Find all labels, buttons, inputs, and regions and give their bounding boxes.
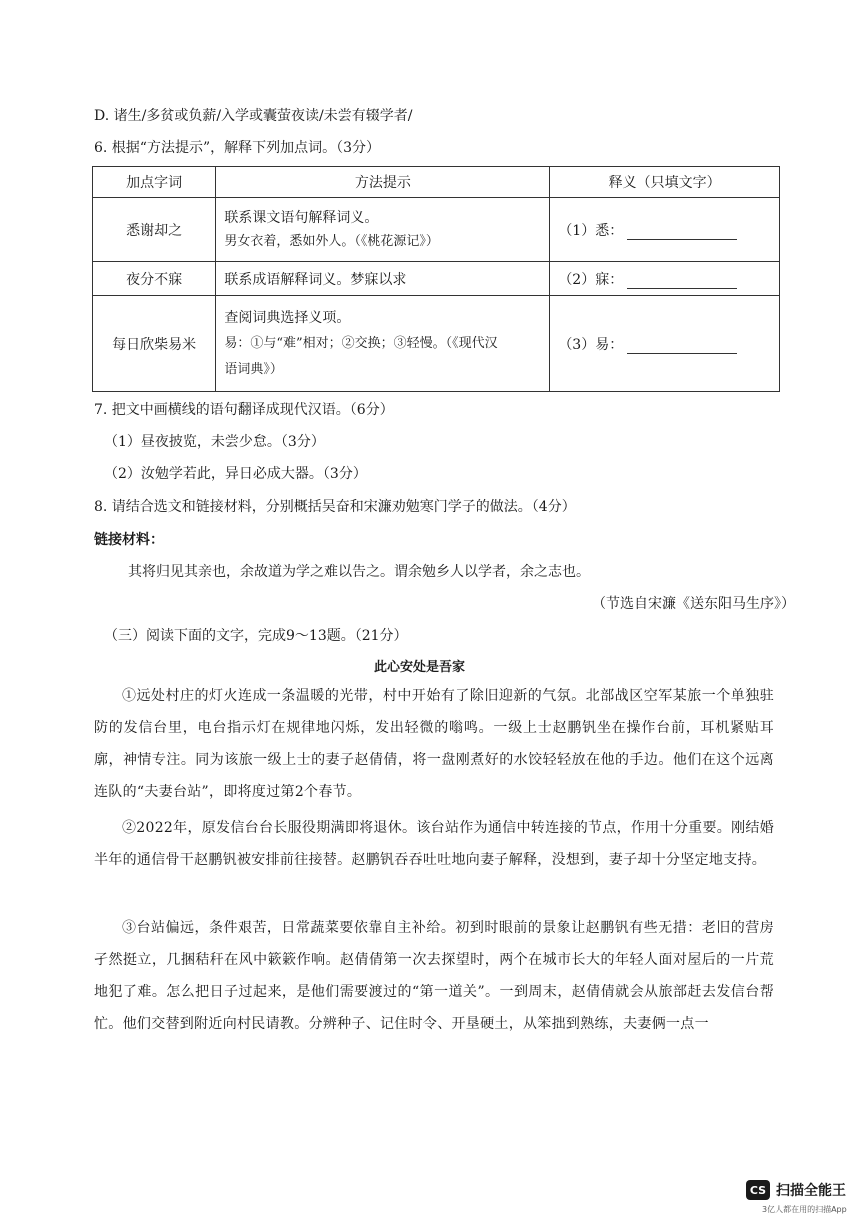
- row-answer: [550, 296, 780, 392]
- question-7: 7. 把文中画横线的语句翻译成现代汉语。（6分）: [94, 402, 394, 418]
- method-line: 联系课文语句解释词义。: [224, 209, 379, 226]
- answer-label: （1）悉：: [558, 222, 624, 239]
- row-word: 悉谢却之: [93, 198, 216, 262]
- answer-label: （3）易：: [558, 336, 624, 353]
- header-word: 加点字词: [93, 167, 216, 198]
- article-paragraph: ②2022年，原发信台台长服役期满即将退休。该台站作为通信中转连接的节点，作用十分重要。刚结婚半年的通信骨干赵鹏钒被安排前往接替。赵鹏钒吞吞吐吐地向妻子解释，没想到，妻子却十分坚定地支持。: [94, 820, 774, 868]
- question-8: 8. 请结合选文和链接材料，分别概括吴奋和宋濂劝勉寒门学子的做法。（4分）: [94, 499, 576, 515]
- link-source: （节选自宋濂《送东阳马生序》）: [592, 596, 795, 612]
- header-meaning: 释义（只填文字）: [550, 167, 780, 198]
- row-method: [216, 296, 550, 392]
- article-paragraph: ①远处村庄的灯火连成一条温暖的光带，村中开始有了除旧迎新的气氛。北部战区空军某旅一个单独驻防的发信台里，电台指示灯在规律地闪烁，发出轻微的嗡鸣。一级上士赵鹏钒坐在操作台前，耳机紧贴耳廓，神情专注。同为该旅一级上士的妻子赵倩倩，将一盘刚煮好的水饺轻轻放在他的手边。他们在这个远离连队的“夫妻台站”，即将度过第2个春节。: [94, 688, 774, 800]
- answer-blank[interactable]: [627, 225, 737, 240]
- method-line: 查阅词典选择义项。: [224, 309, 351, 326]
- method-line: 语词典》）: [224, 361, 283, 377]
- article-title: 此心安处是吾家: [374, 660, 466, 675]
- header-method: 方法提示: [216, 167, 550, 198]
- row-answer: [550, 198, 780, 262]
- table-row: [93, 296, 780, 392]
- method-line: 易：①与“难”相对；②交换；③轻慢。（《现代汉: [224, 335, 498, 351]
- method-table: [92, 166, 780, 392]
- method-line: 男女衣着，悉如外人。（《桃花源记》）: [224, 233, 439, 249]
- answer-blank[interactable]: [627, 339, 737, 354]
- row-method: 联系成语解释词义。梦寐以求: [216, 262, 550, 296]
- answer-label: （2）寐：: [558, 271, 624, 288]
- question-6: 6. 根据“方法提示”，解释下列加点词。（3分）: [94, 140, 381, 156]
- link-text: 其将归见其亲也，余故道为学之难以告之。谓余勉乡人以学者，余之志也。: [128, 564, 590, 580]
- scanner-watermark: [746, 1180, 847, 1214]
- question-7-1: （1）昼夜披览，未尝少怠。（3分）: [104, 434, 325, 450]
- answer-blank[interactable]: [627, 274, 737, 289]
- table-header-row: [93, 167, 780, 198]
- table-row: [93, 198, 780, 262]
- option-d: D. 诸生/多贫或负薪/入学或囊萤夜读/未尝有辍学者/: [94, 108, 413, 124]
- article-paragraph: ③台站偏远，条件艰苦，日常蔬菜要依靠自主补给。初到时眼前的景象让赵鹏钒有些无措：老旧的营房孑然挺立，几捆秸秆在风中簌簌作响。赵倩倩第一次去探望时，两个在城市长大的年轻人面对屋后的一片荒地犯了难。怎么把日子过起来，是他们需要渡过的“第一道关”。一到周末，赵倩倩就会从旅部赶去发信台帮忙。他们交替到附近向村民请教。分辨种子、记住时令、开垦硬土，从笨拙到熟练，夫妻俩一点一: [94, 920, 774, 1032]
- row-method: [216, 198, 550, 262]
- table-row: [93, 262, 780, 296]
- row-answer: [550, 262, 780, 296]
- scanner-logo-icon: CS: [746, 1180, 770, 1200]
- link-label: 链接材料：: [94, 532, 164, 548]
- scanner-tagline: 3亿人都在用的扫描App: [762, 1205, 847, 1214]
- question-7-2: （2）汝勉学若此，异日必成大器。（3分）: [104, 466, 367, 482]
- row-word: 每日欣柴易米: [93, 296, 216, 392]
- scanner-name: 扫描全能王: [776, 1183, 846, 1199]
- row-word: 夜分不寐: [93, 262, 216, 296]
- section-3-heading: （三）阅读下面的文字，完成9～13题。（21分）: [104, 628, 408, 644]
